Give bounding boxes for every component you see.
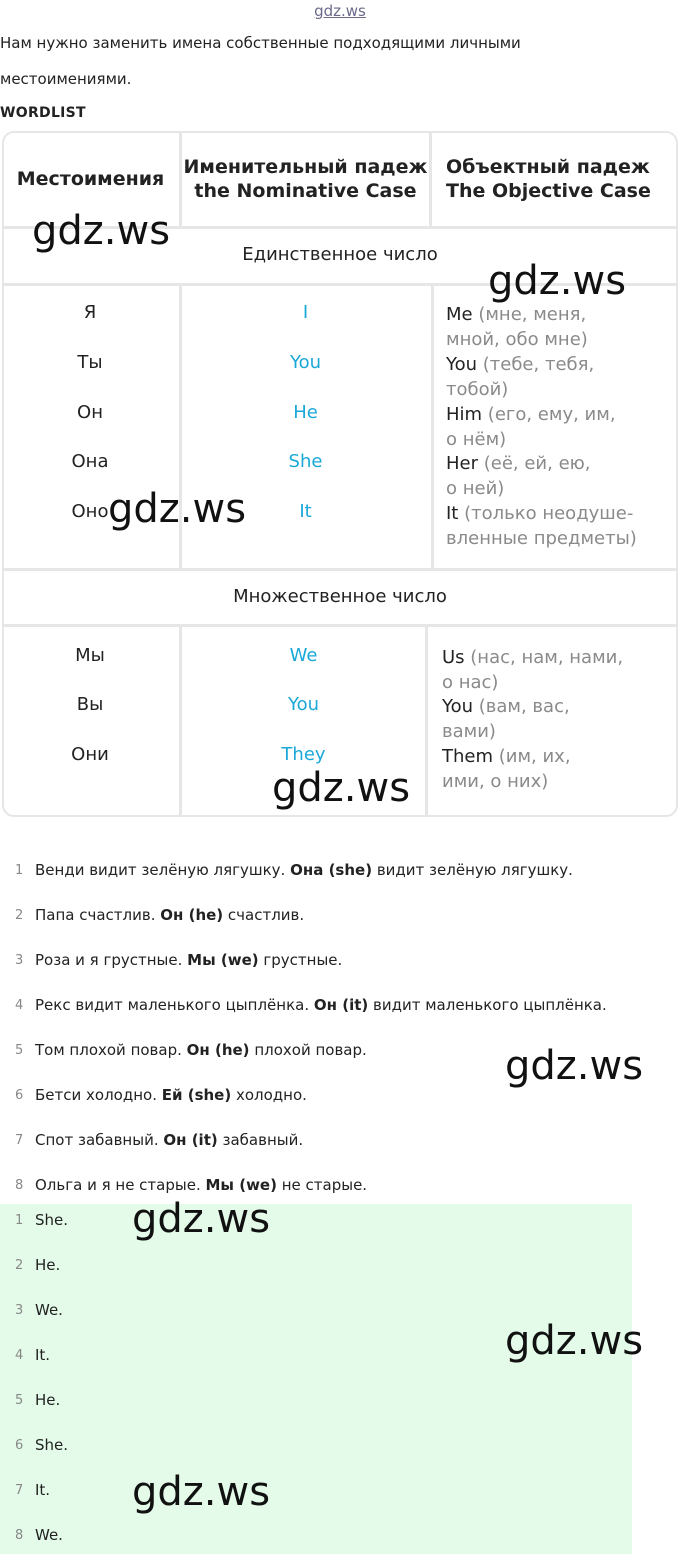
example-number: 4 [15, 998, 24, 1013]
watermark: gdz.ws [32, 208, 171, 254]
watermark: gdz.ws [505, 1318, 644, 1364]
singular-section-label: Единственное число [242, 244, 438, 265]
pronoun-ru: Оно [71, 501, 109, 522]
plural-section-label: Множественное число [233, 586, 447, 607]
pronoun-nominative: We [289, 645, 318, 666]
example-sentence: Спот забавный. Он (it) забавный. [35, 1131, 304, 1149]
answer-number: 1 [15, 1213, 24, 1228]
watermark: gdz.ws [505, 1043, 644, 1089]
pronoun-ru: Она [71, 451, 109, 472]
answer-text: He. [35, 1391, 61, 1409]
example-number: 2 [15, 908, 24, 923]
example-sentence: Папа счастлив. Он (he) счастлив. [35, 906, 305, 924]
example-sentence: Рекс видит маленького цыплёнка. Он (it) видит маленького цыплёнка. [35, 996, 607, 1014]
answer-number: 4 [15, 1348, 24, 1363]
answer-number: 7 [15, 1483, 24, 1498]
header-nominative-en: the Nominative Case [194, 180, 417, 202]
pronoun-objective: Her (её, ей, ею, о ней) [446, 453, 591, 499]
pronoun-ru: Я [83, 302, 97, 323]
example-sentence: Бетси холодно. Ей (she) холодно. [35, 1086, 307, 1104]
pronoun-ru: Он [77, 402, 103, 423]
header-objective-ru: Объектный падеж [446, 156, 650, 178]
answer-number: 6 [15, 1438, 24, 1453]
example-sentence: Венди видит зелёную лягушку. Она (she) видит зелёную лягушку. [35, 861, 573, 879]
pronoun-objective: Me (мне, меня, мной, обо мне) [446, 304, 588, 350]
answer-text: We. [35, 1301, 63, 1319]
watermark: gdz.ws [488, 258, 627, 304]
site-link[interactable]: gdz.ws [314, 2, 366, 20]
watermark: gdz.ws [132, 1469, 271, 1515]
example-number: 7 [15, 1133, 24, 1148]
answer-text: It. [35, 1481, 51, 1499]
pronoun-objective: Us (нас, нам, нами, о нас) [442, 647, 624, 693]
table-divider [429, 131, 432, 228]
example-number: 3 [15, 953, 24, 968]
answer-number: 3 [15, 1303, 24, 1318]
answer-text: She. [35, 1436, 69, 1454]
table-divider [431, 284, 434, 570]
pronoun-objective: Him (его, ему, им, о нём) [446, 404, 616, 450]
watermark: gdz.ws [132, 1196, 271, 1242]
pronoun-objective: Them (им, их, ими, о них) [442, 746, 571, 792]
pronoun-nominative: It [299, 501, 312, 522]
pronoun-nominative: She [288, 451, 323, 472]
pronoun-ru: Они [71, 744, 109, 765]
pronoun-nominative: He [293, 402, 318, 423]
header-nominative-ru: Именительный падеж [183, 156, 428, 178]
pronoun-ru: Мы [75, 645, 105, 666]
header-objective-en: The Objective Case [446, 180, 651, 202]
example-sentence: Роза и я грустные. Мы (we) грустные. [35, 951, 343, 969]
answer-text: She. [35, 1211, 69, 1229]
answer-text: We. [35, 1526, 63, 1544]
watermark: gdz.ws [272, 765, 411, 811]
example-number: 5 [15, 1043, 24, 1058]
example-number: 6 [15, 1088, 24, 1103]
answer-number: 8 [15, 1528, 24, 1543]
pronoun-ru: Вы [76, 694, 104, 715]
watermark: gdz.ws [108, 486, 247, 532]
table-divider [2, 624, 678, 627]
answers-panel [0, 1204, 632, 1554]
answer-number: 5 [15, 1393, 24, 1408]
table-divider [2, 568, 678, 571]
pronoun-ru: Ты [77, 352, 103, 373]
pronoun-nominative: You [289, 352, 322, 373]
answer-text: He. [35, 1256, 61, 1274]
answer-text: It. [35, 1346, 51, 1364]
intro-line-1: Нам нужно заменить имена собственные подходящими личными [0, 34, 521, 52]
pronoun-objective: You (вам, вас, вами) [442, 696, 570, 742]
pronoun-nominative: You [287, 694, 320, 715]
wordlist-label: WORDLIST [0, 105, 86, 121]
pronoun-objective: It (только неодуше- вленные предметы) [446, 503, 637, 549]
example-number: 8 [15, 1178, 24, 1193]
header-pronouns: Местоимения [16, 168, 165, 190]
answer-number: 2 [15, 1258, 24, 1273]
example-sentence: Ольга и я не старые. Мы (we) не старые. [35, 1176, 368, 1194]
table-divider [425, 626, 428, 816]
pronoun-nominative: They [281, 744, 326, 765]
intro-line-2: местоимениями. [0, 70, 132, 88]
pronoun-objective: You (тебе, тебя, тобой) [446, 354, 595, 400]
example-number: 1 [15, 863, 24, 878]
example-sentence: Том плохой повар. Он (he) плохой повар. [35, 1041, 367, 1059]
pronoun-nominative: I [302, 302, 309, 323]
